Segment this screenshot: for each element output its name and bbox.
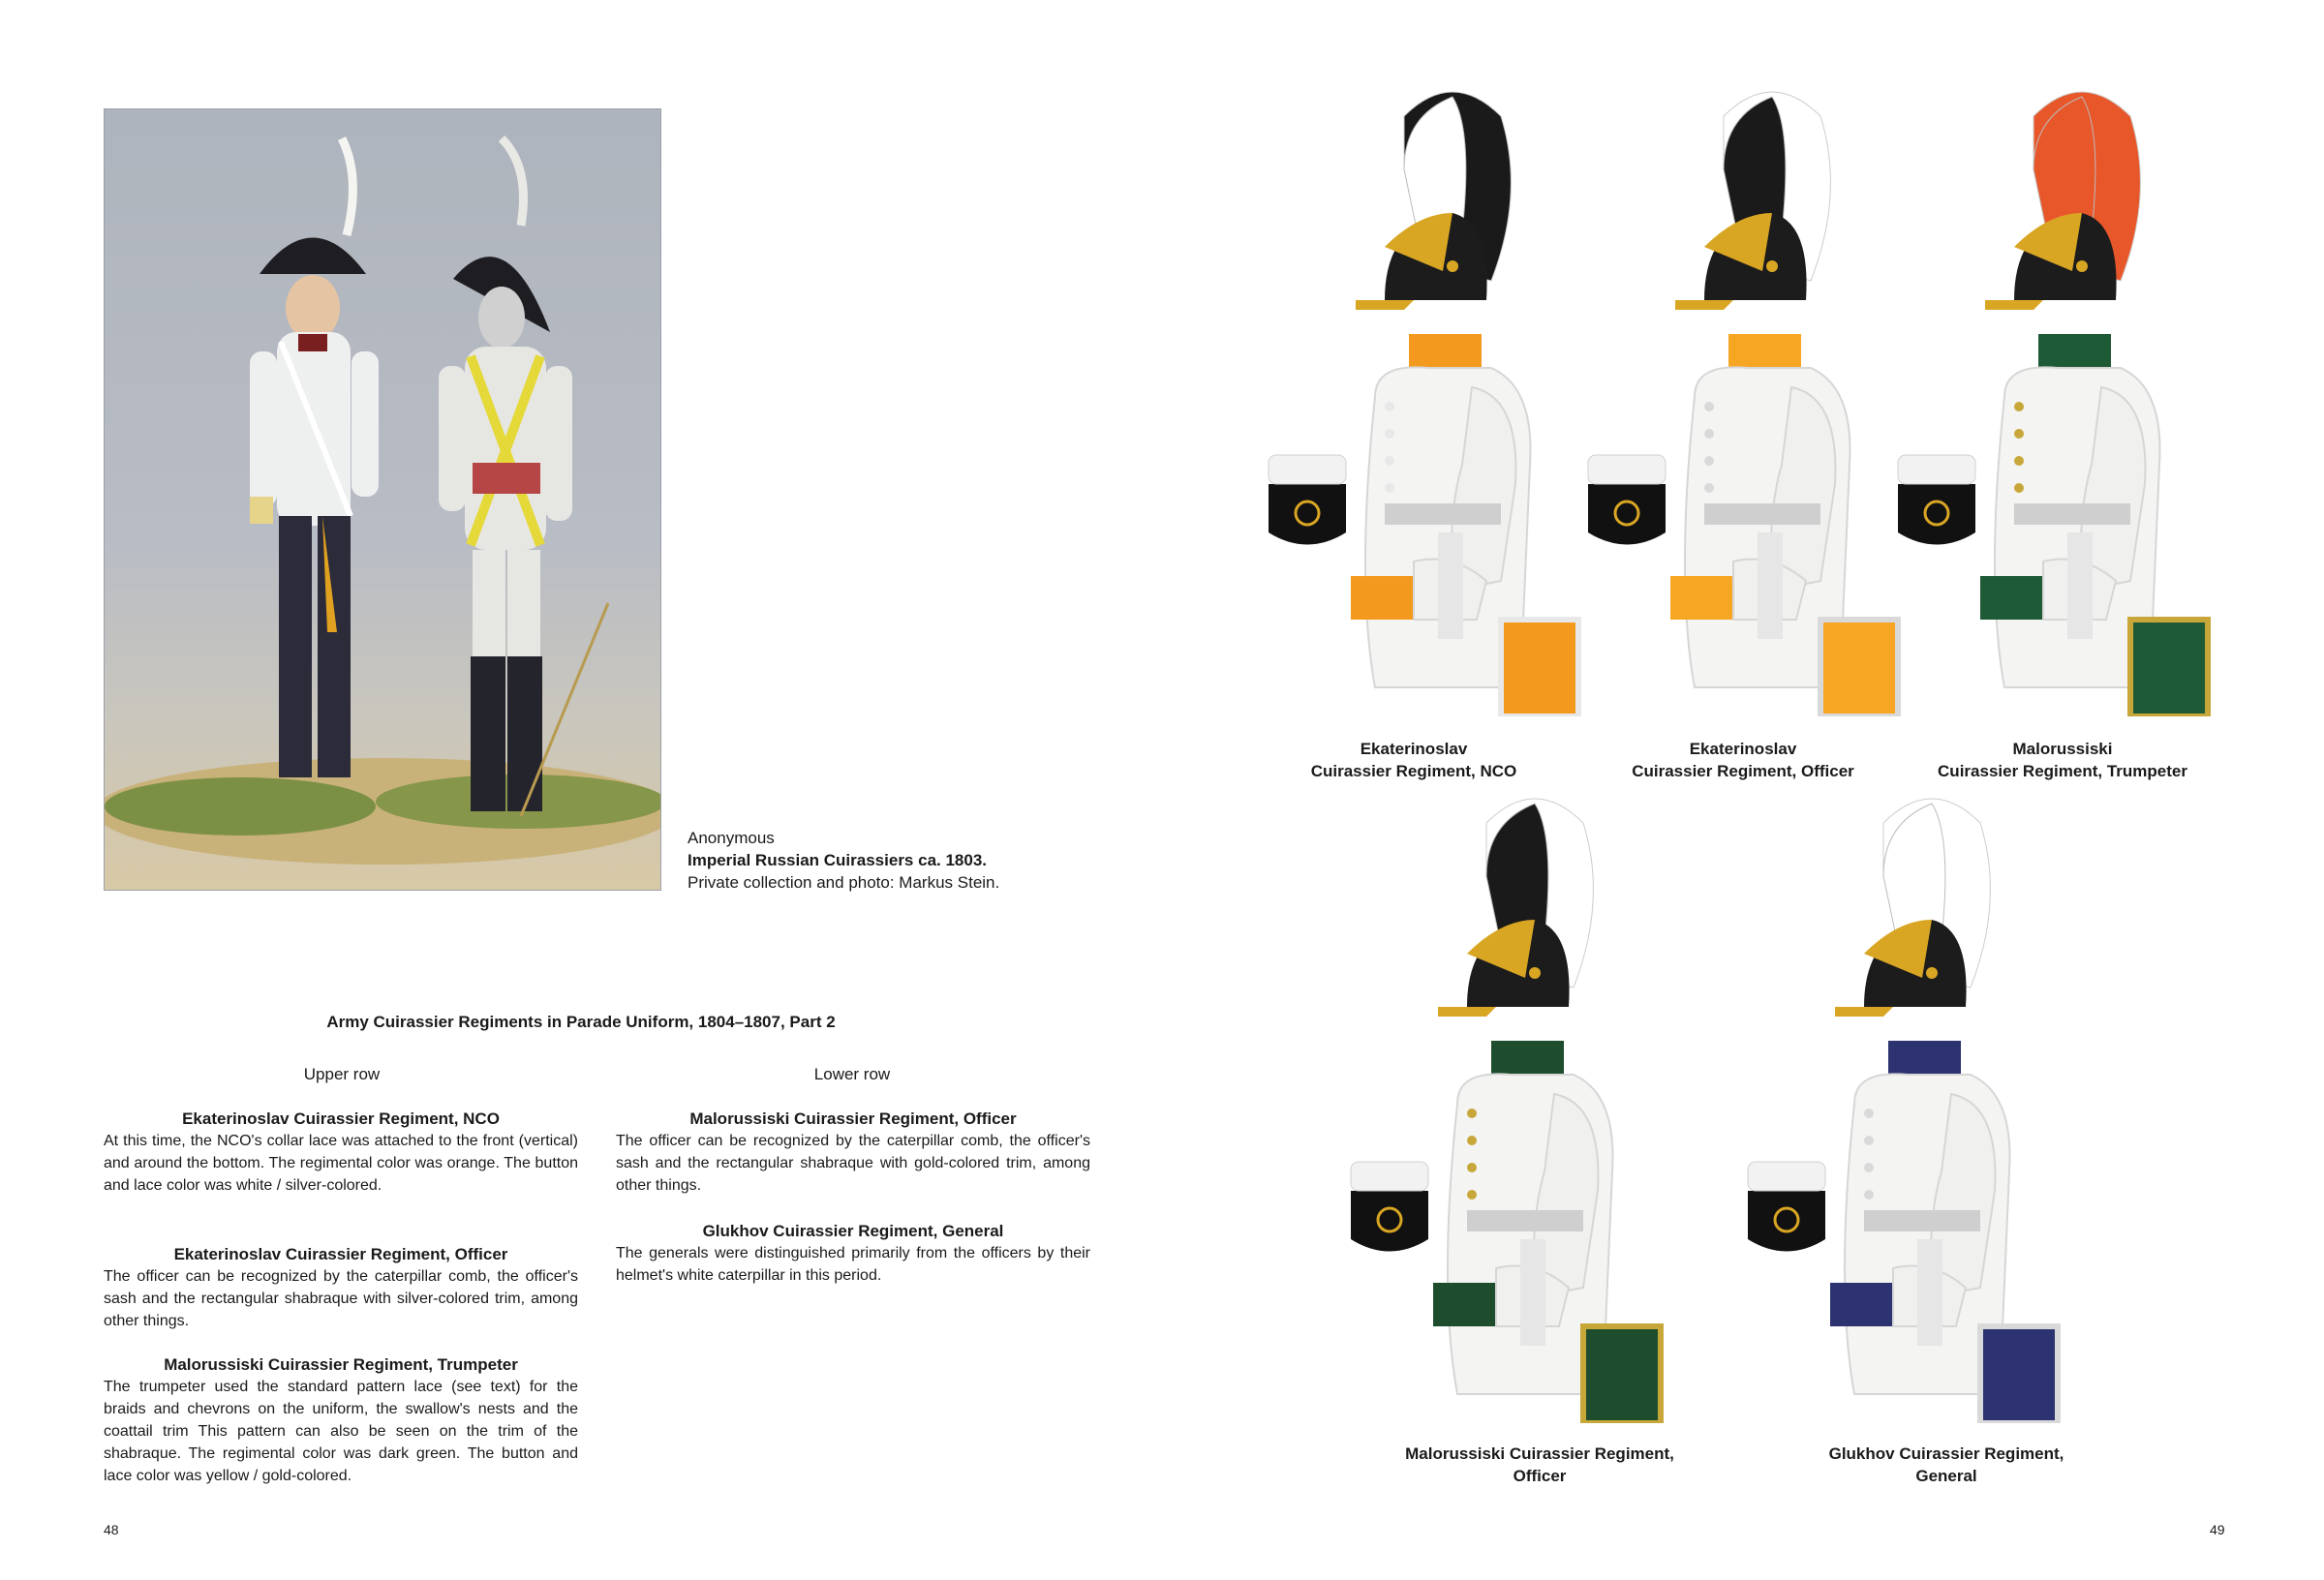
entry-text: The officer can be recognized by the caterpillar comb, the officer's sash and the rectangular shabraque with gold-colored trim, among other things. — [616, 1133, 1090, 1194]
painting-illustration — [105, 109, 660, 890]
uniform-figure-5 — [1738, 784, 2067, 1423]
entry-text: The officer can be recognized by the caterpillar comb, the officer's sash and the rectangular shabraque with silver-colored trim, among other things. — [104, 1268, 578, 1329]
uniform-figure-1 — [1259, 77, 1588, 716]
caption-line: Cuirassier Regiment, NCO — [1310, 762, 1517, 780]
figure-caption-5 — [1762, 1443, 2130, 1487]
entry-heading: Ekaterinoslav Cuirassier Regiment, Officer — [173, 1245, 508, 1263]
caption-author: Anonymous — [688, 829, 775, 847]
figure-caption-1 — [1269, 738, 1559, 782]
entry-text: The generals were distinguished primarily from the officers by their helmet's white caterpillar in this period. — [616, 1245, 1090, 1284]
entry-malorussiski-officer — [616, 1108, 1090, 1197]
caption-line: Cuirassier Regiment, Officer — [1632, 762, 1854, 780]
lower-row-heading: Lower row — [813, 1065, 891, 1083]
uniform-figure-3 — [1888, 77, 2217, 716]
figure-caption-2 — [1588, 738, 1898, 782]
entry-ekaterinoslav-nco — [104, 1108, 578, 1197]
uniform-figure-2 — [1578, 77, 1908, 716]
entry-heading: Ekaterinoslav Cuirassier Regiment, NCO — [182, 1109, 500, 1128]
caption-line: Malorussiski — [2012, 740, 2113, 758]
caption-line: Glukhov Cuirassier Regiment, — [1828, 1444, 2064, 1463]
upper-row-heading: Upper row — [303, 1065, 381, 1083]
caption-line: Ekaterinoslav — [1689, 740, 1797, 758]
uniform-figure-4 — [1341, 784, 1670, 1423]
caption-title: Imperial Russian Cuirassiers ca. 1803. — [688, 851, 988, 869]
figure-caption-4 — [1356, 1443, 1724, 1487]
cuirassiers-painting — [104, 108, 661, 891]
caption-line: General — [1915, 1467, 1977, 1485]
section-title: Army Cuirassier Regiments in Parade Uniform, 1804–1807, Part 2 — [326, 1013, 836, 1031]
entry-heading: Glukhov Cuirassier Regiment, General — [702, 1222, 1004, 1240]
caption-line: Cuirassier Regiment, Trumpeter — [1938, 762, 2187, 780]
entry-glukhov-general — [616, 1220, 1090, 1287]
painting-caption — [688, 827, 999, 894]
caption-credit: Private collection and photo: Markus Stein. — [688, 873, 1000, 892]
figure-caption-3 — [1898, 738, 2227, 782]
entry-heading: Malorussiski Cuirassier Regiment, Officer — [689, 1109, 1017, 1128]
page-number-left: 48 — [104, 1522, 119, 1537]
entry-heading: Malorussiski Cuirassier Regiment, Trumpeter — [164, 1355, 518, 1374]
caption-line: Officer — [1513, 1467, 1567, 1485]
caption-line: Malorussiski Cuirassier Regiment, — [1405, 1444, 1674, 1463]
entry-ekaterinoslav-officer — [104, 1243, 578, 1332]
entry-text: The trumpeter used the standard pattern lace (see text) for the braids and chevrons on the uniform, the swallow's nests and the coattail trim This pattern can also be seen on the trim of the shabraque. The regimental color was dark green. The button and lace color was yellow / gold-colored. — [104, 1379, 578, 1484]
entry-text: At this time, the NCO's collar lace was attached to the front (vertical) and around the bottom. The regimental color was orange. The button and lace color was white / silver-colored. — [104, 1133, 578, 1194]
page-number-right: 49 — [2210, 1522, 2225, 1537]
caption-line: Ekaterinoslav — [1360, 740, 1468, 758]
entry-malorussiski-trumpeter — [104, 1353, 578, 1487]
